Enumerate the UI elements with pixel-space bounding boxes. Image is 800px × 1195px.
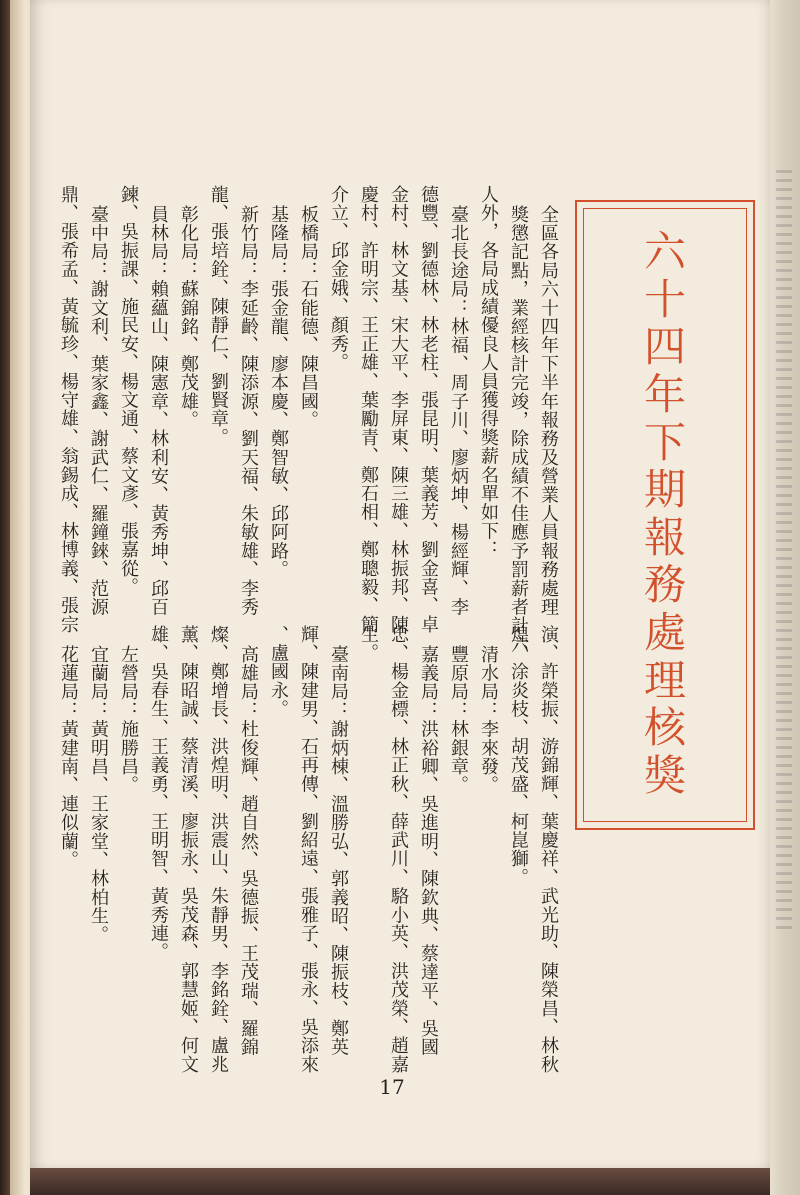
title-char: 核 — [643, 703, 686, 753]
text-column: 煌、涂炎枝、胡茂盛、柯崑獅。 — [508, 625, 529, 887]
text-column: 清水局：李來發。 — [478, 645, 499, 795]
text-column: 高雄局：杜俊輝、趙自然、吳德振、王茂瑞、羅錦 — [238, 645, 259, 1057]
text-column: 燦、鄭增長、洪煌明、洪震山、朱靜男、李銘銓、盧兆 — [208, 625, 229, 1074]
text-column: 臺南局：謝炳棟、溫勝弘、郭義昭、陳振枝、鄭英 — [328, 645, 349, 1057]
page-number: 17 — [379, 1075, 405, 1099]
text-column: 鼎、張希孟、黃毓珍、楊守雄、翁錫成、林博義、張宗 — [58, 185, 79, 634]
text-column: 獎懲記點，業經核計完竣，除成績不佳應予罰薪者計六 — [508, 205, 529, 654]
text-column: 鍊、吳振課、施民安、楊文通、蔡文彥、張嘉從。 — [118, 185, 139, 597]
text-column: 生。 — [358, 625, 379, 663]
text-column: 龍、張培銓、陳靜仁、劉賢章。 — [208, 185, 229, 447]
book-left-edge — [10, 0, 32, 1195]
text-column: 德豐、劉德林、林老柱、張昆明、葉義芳、劉金喜、卓 — [418, 185, 439, 634]
text-column: 、盧國永。 — [268, 625, 289, 719]
text-column: 臺中局：謝文利、葉家鑫、謝武仁、羅鐘錸、范源 — [88, 205, 109, 617]
text-column: 慶村、許明宗、王正雄、葉勵青、鄭石相、鄭聰毅、簡 — [358, 185, 379, 634]
title-char: 獎 — [643, 750, 686, 800]
text-column: 演、許榮振、游錦輝、葉慶祥、武光助、陳榮昌、林秋 — [538, 625, 559, 1074]
article-title — [583, 208, 747, 822]
book-binding — [0, 0, 10, 1195]
book-right-edge — [770, 0, 800, 1195]
text-column: 嘉義局：洪裕卿、吳進明、陳欽典、蔡達平、吳國 — [418, 645, 439, 1057]
title-char: 報 — [643, 512, 686, 562]
text-column: 全區各局六十四年下半年報務及營業人員報務處理 — [538, 205, 559, 617]
text-column: 左營局：施勝昌。 — [118, 645, 139, 795]
text-column: 薰、陳昭誠、蔡清溪、廖振永、吳茂森、郭慧姬、何文 — [178, 625, 199, 1074]
text-column: 彰化局：蘇錦銘、鄭茂雄。 — [178, 205, 199, 430]
text-column: 人外，各局成績優良人員獲得獎薪名單如下： — [478, 185, 499, 559]
book-bottom-edge — [30, 1168, 770, 1195]
title-char: 年 — [643, 369, 686, 419]
text-column: 雄、吳春生、王義勇、王明智、黃秀連。 — [148, 625, 169, 962]
title-char: 處 — [643, 608, 686, 657]
title-char: 十 — [643, 274, 686, 324]
text-column: 臺北長途局：林福、周子川、廖炳坤、楊經輝、李 — [448, 205, 469, 617]
text-column: 宜蘭局：黃明昌、王家堂、林柏生。 — [88, 645, 109, 945]
title-char: 六 — [643, 227, 686, 276]
title-char: 期 — [643, 465, 686, 515]
text-column: 板橋局：石能德、陳昌國。 — [298, 205, 319, 430]
title-char: 下 — [643, 417, 686, 467]
article-title-box — [575, 200, 755, 830]
title-char: 理 — [643, 655, 686, 705]
text-column: 金村、林文基、宋大平、李屏東、陳三雄、林振邦、陳 — [388, 185, 409, 634]
show-through-text — [776, 170, 792, 930]
title-char: 四 — [643, 322, 686, 372]
text-column: 忠、楊金標、林正秋、薛武川、駱小英、洪茂榮、趙嘉 — [388, 625, 409, 1074]
title-char: 務 — [643, 560, 686, 610]
text-column: 介立、邱金娥、顏秀。 — [328, 185, 349, 372]
text-column: 花蓮局：黃建南、連似蘭。 — [58, 645, 79, 870]
text-column: 員林局：賴蘊山、陳憲章、林利安、黃秀坤、邱百 — [148, 205, 169, 617]
text-column: 輝、陳建男、石再傳、劉紹遠、張雅子、張永、吳添來 — [298, 625, 319, 1074]
text-column: 豐原局：林銀章。 — [448, 645, 469, 795]
text-column: 基隆局：張金龍、廖本慶、鄭智敏、邱阿路。 — [268, 205, 289, 579]
text-column: 新竹局：李延齡、陳添源、劉天福、朱敏雄、李秀 — [238, 205, 259, 617]
